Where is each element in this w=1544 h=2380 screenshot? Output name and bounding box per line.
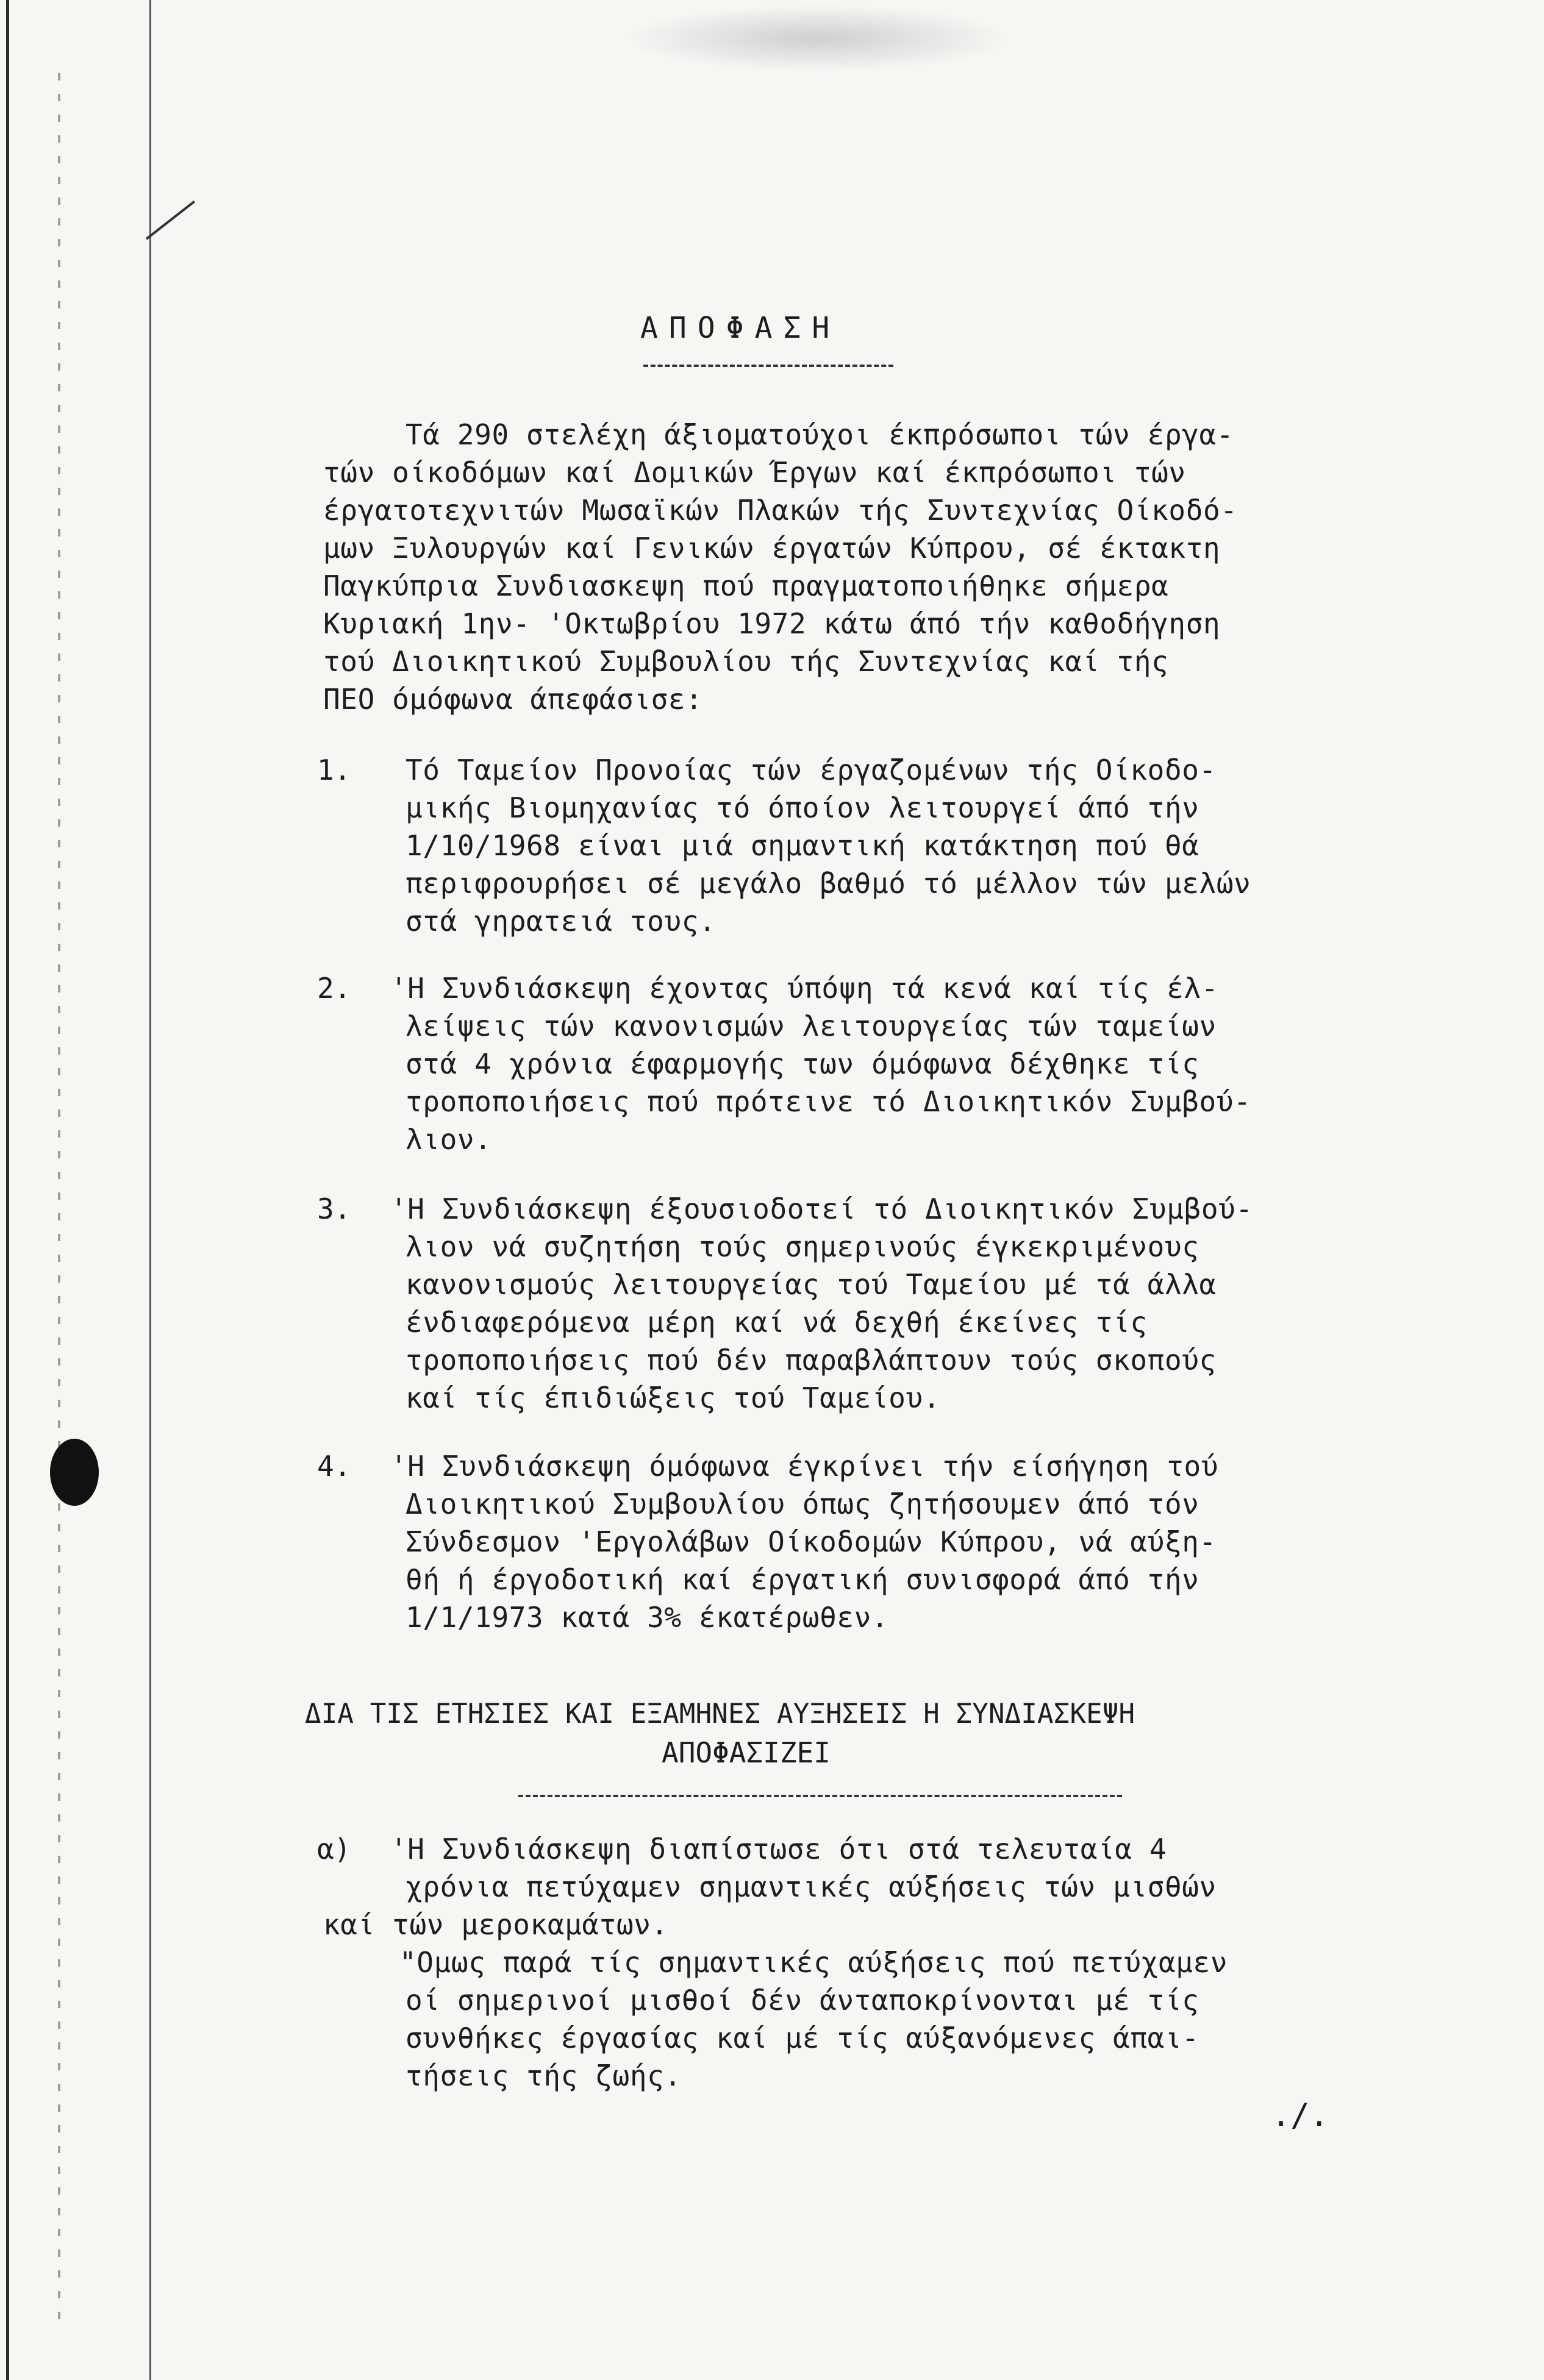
item-line: λιον νά συζητήση τούς σημερινούς έγκεκριμένους bbox=[406, 1230, 1199, 1263]
section-heading-line2: ΑΠΟΦΑΣΙΖΕΙ bbox=[662, 1736, 831, 1769]
title-underline bbox=[643, 365, 893, 367]
corner-fold-mark bbox=[146, 201, 195, 240]
subitem-line: καί τών μεροκαμάτων. bbox=[323, 1908, 668, 1941]
item-line: 'Η Συνδιάσκεψη όμόφωνα έγκρίνει τήν είσήγηση τού bbox=[390, 1450, 1219, 1483]
item-line: 1/10/1968 είναι μιά σημαντική κατάκτηση πού θά bbox=[406, 829, 1199, 862]
subitem-line: "Ομως παρά τίς σημαντικές αύξήσεις πού πετύχαμεν bbox=[399, 1946, 1228, 1979]
punch-hole-mark bbox=[50, 1439, 99, 1506]
item-line: στά 4 χρόνια έφαρμογής των όμόφωνα δέχθηκε τίς bbox=[406, 1047, 1199, 1080]
intro-line: ΠΕΟ όμόφωνα άπεφάσισε: bbox=[323, 683, 703, 716]
item-line: 'Η Συνδιάσκεψη έχοντας ύπόψη τά κενά καί τίς έλ- bbox=[390, 972, 1219, 1005]
item-line: στά γηρατειά τους. bbox=[406, 905, 717, 938]
subitem-line: χρόνια πετύχαμεν σημαντικές αύξήσεις τών μισθών bbox=[406, 1870, 1217, 1903]
item-line: κανονισμούς λειτουργείας τού Ταμείου μέ τά άλλα bbox=[406, 1268, 1217, 1301]
scan-left-edge bbox=[0, 0, 159, 2380]
item-line: Σύνδεσμον 'Εργολάβων Οίκοδομών Κύπρου, νά αύξη- bbox=[406, 1525, 1217, 1558]
subitem-line: τήσεις τής ζωής. bbox=[406, 2059, 682, 2092]
intro-line: τού Διοικητικού Συμβουλίου τής Συντεχνίας καί τής bbox=[323, 645, 1169, 678]
item-line: τροποποιήσεις πού δέν παραβλάπτουν τούς σκοπούς bbox=[406, 1344, 1217, 1377]
intro-line: μων Ξυλουργών καί Γενικών έργατών Κύπρου, σέ έκτακτη bbox=[323, 532, 1221, 565]
document-title: ΑΠΟΦΑΣΗ bbox=[640, 311, 841, 345]
subitem-label: α) bbox=[317, 1833, 351, 1865]
intro-line: έργατοτεχνιτών Μωσαϊκών Πλακών τής Συντεχνίας Οίκοδό- bbox=[323, 494, 1238, 527]
section-underline bbox=[518, 1795, 1122, 1797]
intro-line: Τά 290 στελέχη άξιοματούχοι έκπρόσωποι τών έργα- bbox=[406, 418, 1234, 451]
subitem-line: 'Η Συνδιάσκεψη διαπίστωσε ότι στά τελευταία 4 bbox=[390, 1833, 1167, 1865]
scan-smudge bbox=[622, 5, 1012, 72]
item-line: καί τίς έπιδιώξεις τού Ταμείου. bbox=[406, 1381, 941, 1414]
scan-dashed-line bbox=[58, 73, 60, 2329]
intro-line: Κυριακή 1ην- 'Οκτωβρίου 1972 κάτω άπό τήν καθοδήγηση bbox=[323, 607, 1221, 640]
continuation-mark: ./. bbox=[1271, 2097, 1329, 2134]
item-line: 'Η Συνδιάσκεψη έξουσιοδοτεί τό Διοικητικόν Συμβού- bbox=[390, 1192, 1253, 1225]
item-number: 3. bbox=[317, 1192, 351, 1225]
scan-edge-line bbox=[6, 0, 9, 2380]
item-line: Τό Ταμείον Προνοίας τών έργαζομένων τής Οίκοδο- bbox=[406, 754, 1217, 786]
item-line: Διοικητικού Συμβουλίου όπως ζητήσουμεν άπό τόν bbox=[406, 1488, 1199, 1520]
item-number: 1. bbox=[317, 754, 351, 786]
item-number: 2. bbox=[317, 972, 351, 1005]
item-line: περιφρουρήσει σέ μεγάλο βαθμό τό μέλλον τών μελών bbox=[406, 867, 1251, 900]
item-number: 4. bbox=[317, 1450, 351, 1483]
item-line: ένδιαφερόμενα μέρη καί νά δεχθή έκείνες τίς bbox=[406, 1306, 1148, 1339]
scan-margin-line bbox=[149, 0, 151, 2380]
section-heading: ΔΙΑ ΤΙΣ ΕΤΗΣΙΕΣ ΚΑΙ ΕΞΑΜΗΝΕΣ ΑΥΞΗΣΕΙΣ Η ΣΥΝΔΙΑΣΚΕΨΗ bbox=[305, 1698, 1135, 1730]
intro-line: Παγκύπρια Συνδιασκεψη πού πραγματοποιήθηκε σήμερα bbox=[323, 569, 1169, 602]
item-line: θή ή έργοδοτική καί έργατική συνισφορά άπό τήν bbox=[406, 1563, 1199, 1596]
intro-line: τών οίκοδόμων καί Δομικών Έργων καί έκπρόσωποι τών bbox=[323, 456, 1186, 489]
item-line: τροποποιήσεις πού πρότεινε τό Διοικητικόν Συμβού- bbox=[406, 1085, 1251, 1118]
item-line: μικής Βιομηχανίας τό όποίον λειτουργεί άπό τήν bbox=[406, 791, 1199, 824]
item-line: λείψεις τών κανονισμών λειτουργείας τών ταμείων bbox=[406, 1010, 1217, 1042]
subitem-line: συνθήκες έργασίας καί μέ τίς αύξανόμενες άπαι- bbox=[406, 2022, 1199, 2054]
item-line: 1/1/1973 κατά 3% έκατέρωθεν. bbox=[406, 1601, 889, 1634]
item-line: λιον. bbox=[406, 1123, 492, 1156]
subitem-line: οί σημερινοί μισθοί δέν άνταποκρίνονται μέ τίς bbox=[406, 1984, 1199, 2017]
